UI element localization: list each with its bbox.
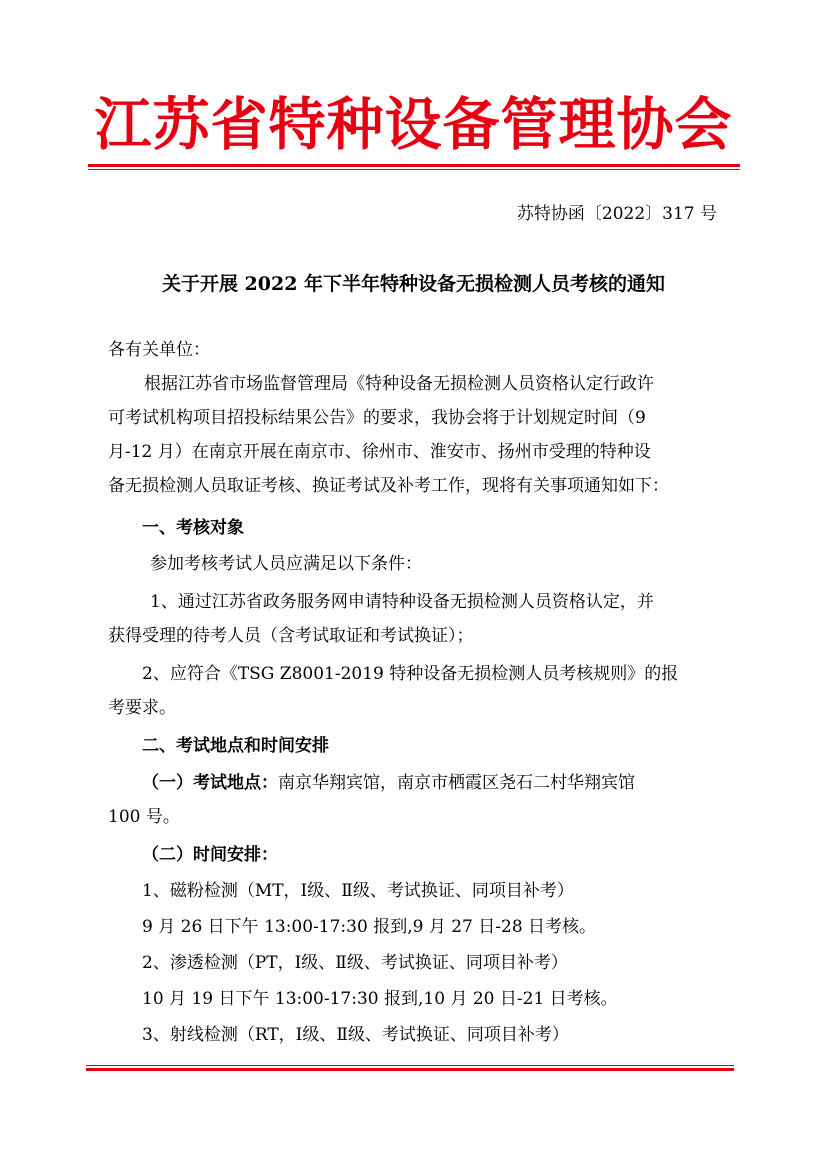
venue-line xyxy=(142,770,635,796)
condition-1-line-1: 1、通过江苏省政务服务网申请特种设备无损检测人员资格认定，并 xyxy=(150,592,654,612)
salutation: 各有关单位： xyxy=(108,340,210,360)
condition-2-line-2: 考要求。 xyxy=(108,698,176,718)
document-title: 关于开展 2022 年下半年特种设备无损检测人员考核的通知 xyxy=(161,273,666,295)
intro-line-3: 月-12 月）在南京开展在南京市、徐州市、淮安市、扬州市受理的特种设 xyxy=(108,442,651,462)
footer-rule-thick xyxy=(86,1068,734,1071)
intro-line-4: 备无损检测人员取证考核、换证考试及补考工作，现将有关事项通知如下： xyxy=(108,476,669,496)
schedule-item-1: 1、磁粉检测（MT，Ⅰ级、Ⅱ级、考试换证、同项目补考） xyxy=(142,881,574,901)
intro-line-2: 可考试机构项目招投标结果公告》的要求，我协会将于计划规定时间（9 xyxy=(108,408,646,428)
schedule-label: （二）时间安排： xyxy=(142,845,278,865)
schedule-item-3: 3、射线检测（RT，Ⅰ级、Ⅱ级、考试换证、同项目补考） xyxy=(142,1025,569,1045)
letterhead-rule-thick xyxy=(88,164,740,167)
condition-2-line-1: 2、应符合《TSG Z8001-2019 特种设备无损检测人员考核规则》的报 xyxy=(142,664,679,684)
venue-label: （一）考试地点： xyxy=(142,773,278,793)
schedule-item-2: 2、渗透检测（PT，Ⅰ级、Ⅱ级、考试换证、同项目补考） xyxy=(142,953,568,973)
org-letterhead-title: 江苏省特种设备管理协会 xyxy=(94,92,733,158)
section1-lead: 参加考核考试人员应满足以下条件： xyxy=(150,554,422,574)
schedule-item-2-time: 10 月 19 日下午 13:00-17:30 报到,10 月 20 日-21 日考核。 xyxy=(142,989,618,1009)
schedule-item-1-time: 9 月 26 日下午 13:00-17:30 报到,9 月 27 日-28 日考核。 xyxy=(142,917,597,937)
letterhead-rule-thin xyxy=(88,169,740,170)
document-number: 苏特协函〔2022〕317 号 xyxy=(516,204,717,224)
condition-1-line-2: 获得受理的待考人员（含考试取证和考试换证）； xyxy=(108,626,474,646)
venue-line-2: 100 号。 xyxy=(108,807,180,827)
footer-rule-thin xyxy=(86,1065,734,1066)
venue-text: 南京华翔宾馆，南京市栖霞区尧石二村华翔宾馆 xyxy=(278,773,635,793)
intro-line-1: 根据江苏省市场监督管理局《特种设备无损检测人员资格认定行政许 xyxy=(144,374,654,394)
section-heading-1: 一、考核对象 xyxy=(142,518,244,538)
section-heading-2: 二、考试地点和时间安排 xyxy=(142,736,329,756)
